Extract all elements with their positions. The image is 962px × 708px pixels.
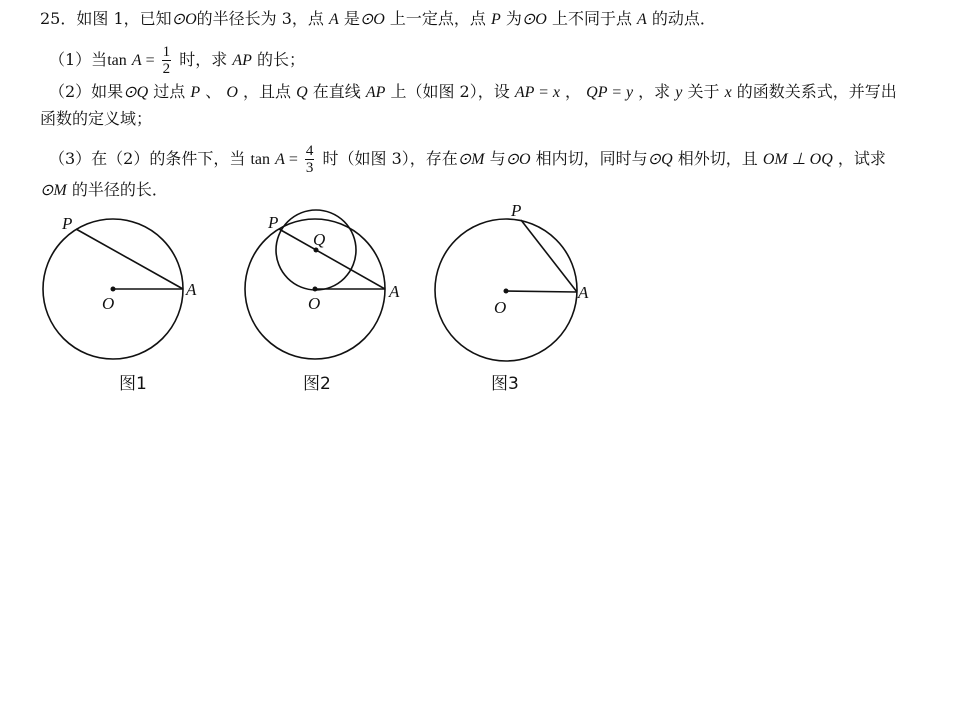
figure-3 <box>435 201 589 394</box>
fig1-label-a: A <box>186 280 197 299</box>
q1-suffix-a: 时，求 <box>174 50 233 69</box>
math-run: AP <box>365 84 386 101</box>
text-run: ， <box>559 82 587 101</box>
text-run: ，求 <box>633 82 676 101</box>
fig3-segment-oa <box>506 291 577 292</box>
text-run: 上（如图 2），设 <box>385 82 515 101</box>
text-run: 、 <box>200 82 227 101</box>
fig3-label-a: A <box>578 283 589 302</box>
text-run: 的半径长为 3，点 <box>196 9 329 28</box>
text-run: 过点 <box>148 82 191 101</box>
math-run: ⊙O <box>505 151 531 168</box>
fig1-label-p: P <box>62 214 73 233</box>
q1-prefix: （1）当 <box>49 50 108 69</box>
figure-2 <box>245 210 400 394</box>
fig2-center-o-dot <box>313 287 318 292</box>
q3-eq: = <box>284 151 302 168</box>
text-run: 在直线 <box>307 82 366 101</box>
q1-tan-var: A <box>131 52 142 69</box>
q3-tan-var: A <box>275 151 285 168</box>
fig1-segment-pa <box>76 229 183 289</box>
text-run: 为 <box>500 9 522 28</box>
math-run: ⊙Q <box>647 151 673 168</box>
question-2-line-2: 函数的定义域； <box>40 109 153 128</box>
q3-prefix: （3）在（2）的条件下，当 <box>49 149 251 168</box>
text-run: 与 <box>484 149 506 168</box>
math-run: Q <box>296 84 308 101</box>
math-run: ⊙M <box>457 151 485 168</box>
fig3-label-p: P <box>511 201 522 220</box>
math-run: AP = x <box>514 84 560 101</box>
math-run: ⊙M <box>40 182 67 199</box>
text-run: 的函数关系式，并写出 <box>731 82 897 101</box>
q3-denominator: 3 <box>305 160 314 176</box>
q3-tan: tan <box>250 151 270 168</box>
q3-numerator: 4 <box>305 143 314 159</box>
fig1-caption: 图1 <box>119 374 147 394</box>
fig2-caption: 图2 <box>303 374 331 394</box>
math-run: O <box>226 84 238 101</box>
text-run: 的半径的长． <box>66 180 168 199</box>
math-run: y <box>675 84 683 101</box>
problem-number: 25． <box>40 9 77 28</box>
text-run: 相内切，同时与 <box>530 149 648 168</box>
math-run: A <box>328 11 339 28</box>
fig2-segment-pa <box>279 229 385 289</box>
fig2-label-p: P <box>268 213 279 232</box>
text-run: ，且点 <box>237 82 297 101</box>
math-run: P <box>491 11 501 28</box>
q1-suffix-b: 的长； <box>251 50 305 69</box>
fig3-label-o: O <box>494 298 507 317</box>
text-run: ，试求 <box>832 149 886 168</box>
math-run: ⊙O <box>359 11 385 28</box>
fig1-label-o: O <box>102 294 115 313</box>
math-run: x <box>724 84 732 101</box>
fig2-label-o: O <box>308 294 321 313</box>
fig2-label-a: A <box>389 282 400 301</box>
text-run: 时（如图 3），存在 <box>317 149 458 168</box>
text-run: 的动点． <box>646 9 716 28</box>
text-run: 关于 <box>682 82 725 101</box>
math-run: ⊙O <box>521 11 547 28</box>
math-run: ⊙O <box>171 11 197 28</box>
q1-denominator: 2 <box>162 61 171 77</box>
text-run: 如图 1，已知 <box>76 9 172 28</box>
text-run: 上一定点，点 <box>384 9 492 28</box>
fig2-label-q: Q <box>313 230 326 249</box>
q1-eq: = <box>141 52 159 69</box>
q1-numerator: 1 <box>162 44 171 60</box>
math-run: QP = y <box>586 84 634 101</box>
math-run: P <box>190 84 201 101</box>
fig3-caption: 图3 <box>491 374 519 394</box>
math-run: ⊙Q <box>123 84 149 101</box>
math-run: OM ⊥ OQ <box>762 151 833 168</box>
text-run: 相外切，且 <box>672 149 763 168</box>
text-run: （2）如果 <box>49 82 124 101</box>
fig3-center-dot <box>504 289 509 294</box>
text-run: 上不同于点 <box>546 9 638 28</box>
math-run: A <box>637 11 647 28</box>
fig1-center-dot <box>111 287 116 292</box>
figure-1 <box>43 214 197 394</box>
q1-var-ap: AP <box>232 52 252 69</box>
text-run: 是 <box>338 9 360 28</box>
q1-tan: tan <box>107 52 127 69</box>
